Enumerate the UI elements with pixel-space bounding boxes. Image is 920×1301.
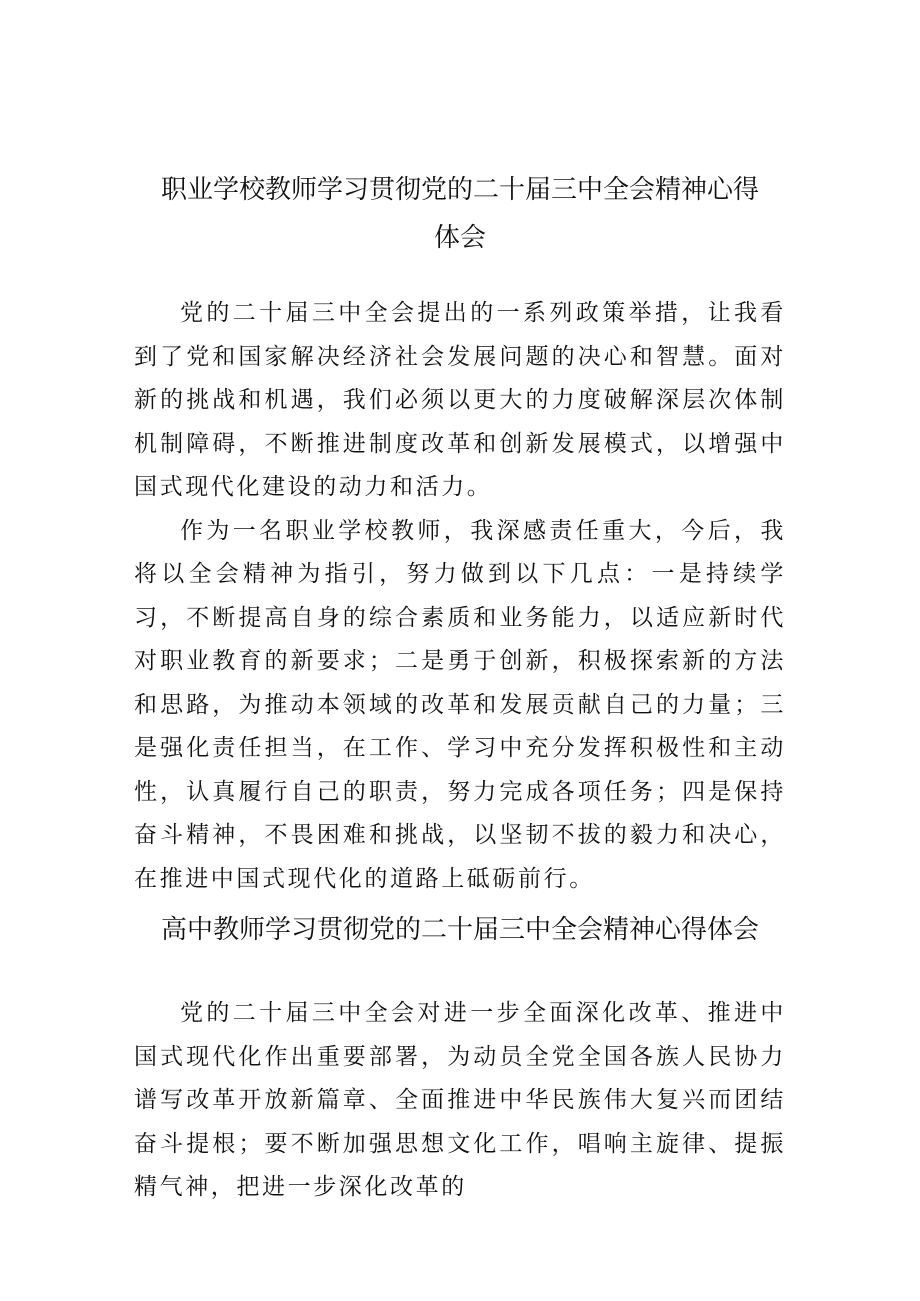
article-title-line: 高中教师学习贯彻党的二十届三中全会精神心得体会 <box>160 915 759 945</box>
paragraph: 党的二十届三中全会对进一步全面深化改革、推进中国式现代化作出重要部署，为动员全党全国各族人民协力谱写改革开放新篇章、全面推进中华民族伟大复兴而团结奋斗提根；要不断加强思想文化工作，唱响主旋律、提振精气神，把进一步深化改革的 <box>134 1000 786 1200</box>
article-title <box>140 906 780 954</box>
paragraph: 党的二十届三中全会提出的一系列政策举措，让我看到了党和国家解决经济社会发展问题的决心和智慧。面对新的挑战和机遇，我们必须以更大的力度破解深层次体制机制障碍，不断推进制度改革和创新发展模式，以增强中国式现代化建设的动力和活力。 <box>134 300 786 500</box>
article-title-line: 体会 <box>433 223 486 253</box>
article-body <box>134 292 786 901</box>
article-title-line: 职业学校教师学习贯彻党的二十届三中全会精神心得 <box>160 175 759 205</box>
paragraph: 作为一名职业学校教师，我深感责任重大，今后，我将以全会精神为指引，努力做到以下几点：一是持续学习，不断提高自身的综合素质和业务能力，以适应新时代对职业教育的新要求；二是勇于创新，积极探索新的方法和思路，为推动本领域的改革和发展贡献自己的力量；三是强化责任担当，在工作、学习中充分发挥积极性和主动性，认真履行自己的职责，努力完成各项任务；四是保持奋斗精神，不畏困难和挑战，以坚韧不拔的毅力和决心，在推进中国式现代化的道路上砥砺前行。 <box>134 517 786 892</box>
article-title <box>140 166 780 262</box>
article-body <box>134 992 786 1210</box>
